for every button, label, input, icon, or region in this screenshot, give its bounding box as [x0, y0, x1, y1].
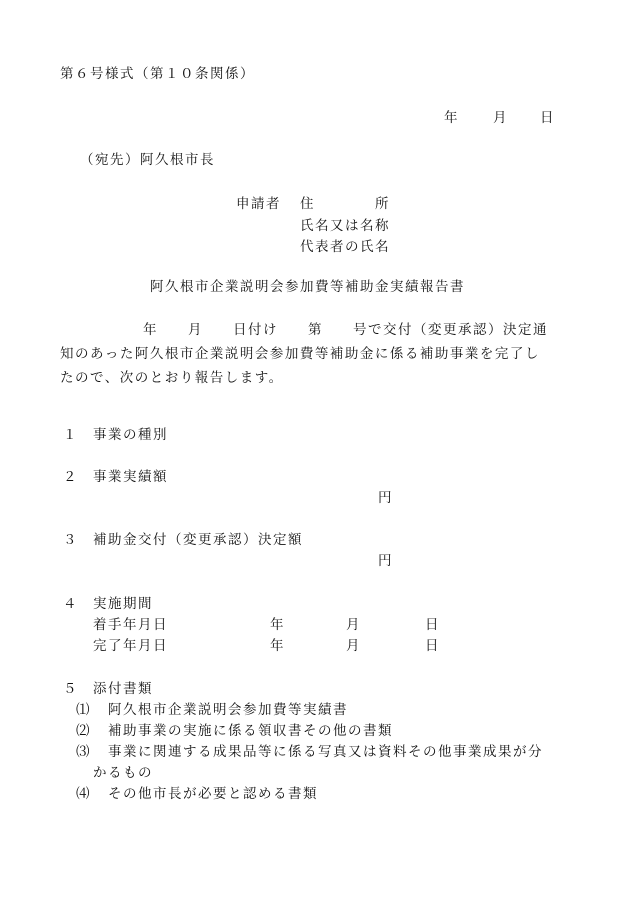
start-year: 年: [270, 617, 285, 633]
start-date-label: 着手年月日: [93, 617, 168, 633]
attachment-2-number: ⑵: [76, 723, 91, 739]
document-title: 阿久根市企業説明会参加費等補助金実績報告書: [150, 279, 465, 295]
form-label: 第６号様式（第１０条関係）: [60, 66, 255, 82]
attachment-4-number: ⑷: [76, 786, 91, 802]
item-1-number: １: [63, 427, 78, 443]
end-year: 年: [270, 638, 285, 654]
attachment-1-number: ⑴: [76, 702, 91, 718]
item-2-number: ２: [63, 469, 78, 485]
item-5-number: ５: [63, 681, 78, 697]
attachment-3-number: ⑶: [76, 744, 91, 760]
attachment-2-text: 補助事業の実施に係る領収書その他の書類: [108, 723, 393, 739]
item-3-unit: 円: [378, 553, 393, 569]
start-month: 月: [346, 617, 361, 633]
end-date-label: 完了年月日: [93, 638, 168, 654]
attachment-3-text: 事業に関連する成果品等に係る写真又は資料その他事業成果が分: [108, 744, 543, 760]
item-4-number: ４: [63, 596, 78, 612]
addressee: （宛先）阿久根市長: [80, 152, 215, 168]
date-month: 月: [493, 110, 508, 126]
item-4-label: 実施期間: [93, 596, 153, 612]
body-paragraph: [60, 318, 575, 390]
item-2-unit: 円: [378, 490, 393, 506]
address-label: 住 所: [300, 196, 390, 212]
body-line-1: 年 月 日付け 第 号で交付（変更承認）決定通: [143, 322, 548, 338]
end-month: 月: [346, 638, 361, 654]
attachment-1-text: 阿久根市企業説明会参加費等実績書: [108, 702, 348, 718]
body-line-3: たので、次のとおり報告します。: [60, 370, 284, 386]
item-5-label: 添付書類: [93, 681, 153, 697]
item-2-label: 事業実績額: [93, 469, 168, 485]
attachment-3-continuation: かるもの: [93, 765, 153, 781]
date-year: 年: [444, 110, 459, 126]
attachment-4-text: その他市長が必要と認める書類: [108, 786, 318, 802]
end-day: 日: [425, 638, 440, 654]
item-3-label: 補助金交付（変更承認）決定額: [93, 532, 303, 548]
name-label: 氏名又は名称: [300, 218, 390, 234]
applicant-role: 申請者: [236, 196, 281, 212]
body-line-2: 知のあった阿久根市企業説明会参加費等補助金に係る補助事業を完了し: [60, 346, 540, 362]
start-day: 日: [425, 617, 440, 633]
date-day: 日: [540, 110, 555, 126]
item-3-number: ３: [63, 532, 78, 548]
representative-label: 代表者の氏名: [300, 239, 390, 255]
item-1-label: 事業の種別: [93, 427, 168, 443]
